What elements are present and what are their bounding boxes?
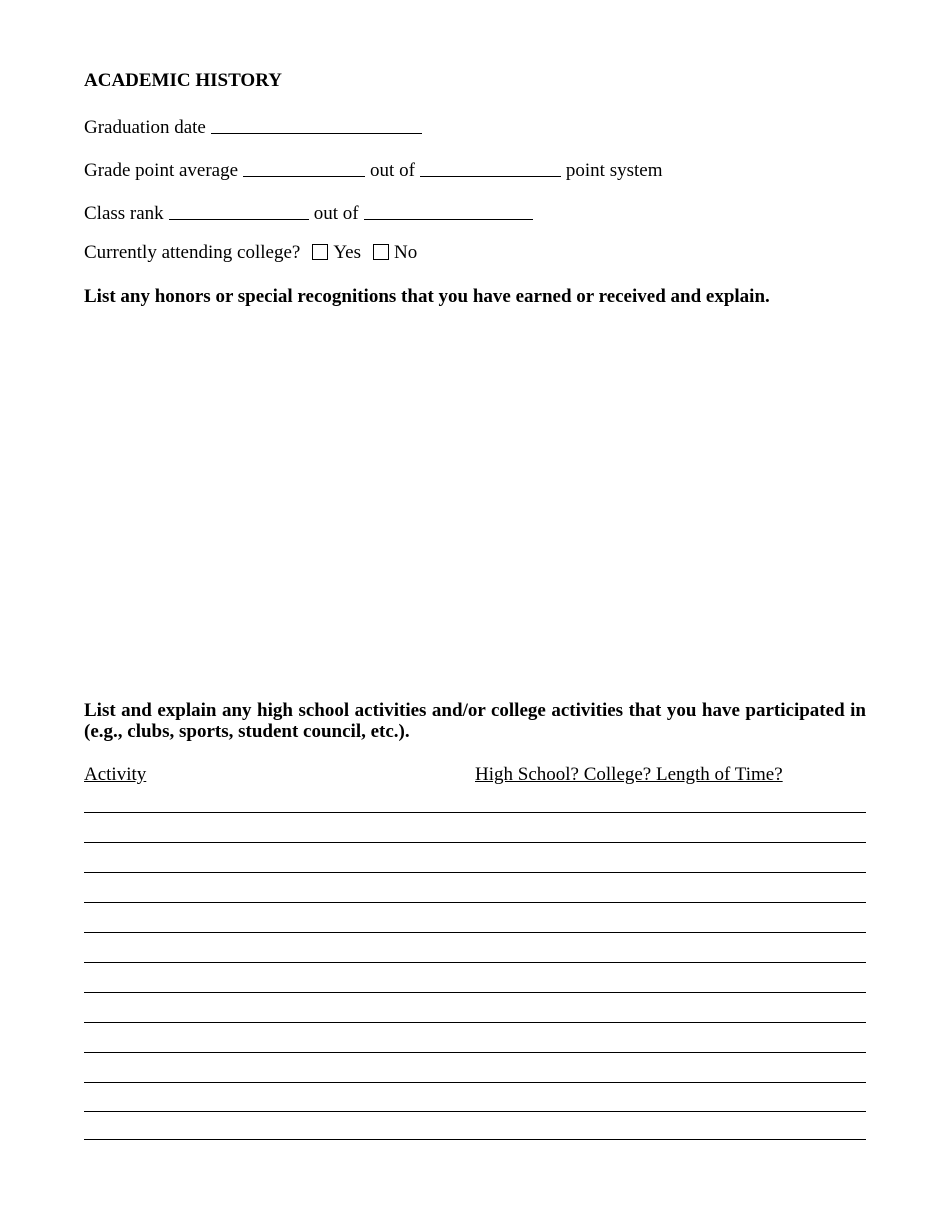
class-rank-row — [84, 200, 538, 225]
activity-line[interactable] — [84, 962, 866, 963]
gpa-out-of-label: out of — [370, 160, 415, 181]
details-column-header: High School? College? Length of Time? — [475, 764, 783, 785]
no-checkbox[interactable] — [373, 244, 389, 260]
activity-line[interactable] — [84, 992, 866, 993]
gpa-scale-field[interactable] — [420, 158, 561, 177]
gpa-label: Grade point average — [84, 160, 239, 181]
gpa-suffix-label: point system — [565, 160, 663, 181]
college-row — [84, 242, 417, 264]
activities-prompt: List and explain any high school activities and/or college activities that you have participated in (e.g., clubs, sports, student council, etc.). — [84, 700, 866, 742]
activity-line[interactable] — [84, 1139, 866, 1140]
yes-label: Yes — [333, 242, 361, 263]
activity-line[interactable] — [84, 1111, 866, 1112]
activity-line[interactable] — [84, 842, 866, 843]
activity-column-header: Activity — [84, 764, 147, 785]
activity-line[interactable] — [84, 1052, 866, 1053]
class-rank-label: Class rank — [84, 203, 164, 224]
section-title: ACADEMIC HISTORY — [84, 70, 282, 91]
graduation-date-field[interactable] — [211, 115, 422, 134]
activity-line[interactable] — [84, 812, 866, 813]
honors-prompt: List any honors or special recognitions that you have earned or received and explain. — [84, 286, 770, 307]
activity-line[interactable] — [84, 932, 866, 933]
yes-checkbox[interactable] — [312, 244, 328, 260]
no-label: No — [393, 242, 418, 263]
graduation-row — [84, 114, 427, 139]
activity-line[interactable] — [84, 902, 866, 903]
class-size-field[interactable] — [364, 201, 533, 220]
class-rank-out-of-label: out of — [313, 203, 359, 224]
activity-line[interactable] — [84, 1022, 866, 1023]
activity-line[interactable] — [84, 1082, 866, 1083]
activity-line[interactable] — [84, 872, 866, 873]
college-question-label: Currently attending college? — [84, 242, 301, 263]
class-rank-field[interactable] — [169, 201, 309, 220]
graduation-label: Graduation date — [84, 117, 206, 138]
gpa-row — [84, 157, 663, 182]
gpa-field[interactable] — [243, 158, 365, 177]
